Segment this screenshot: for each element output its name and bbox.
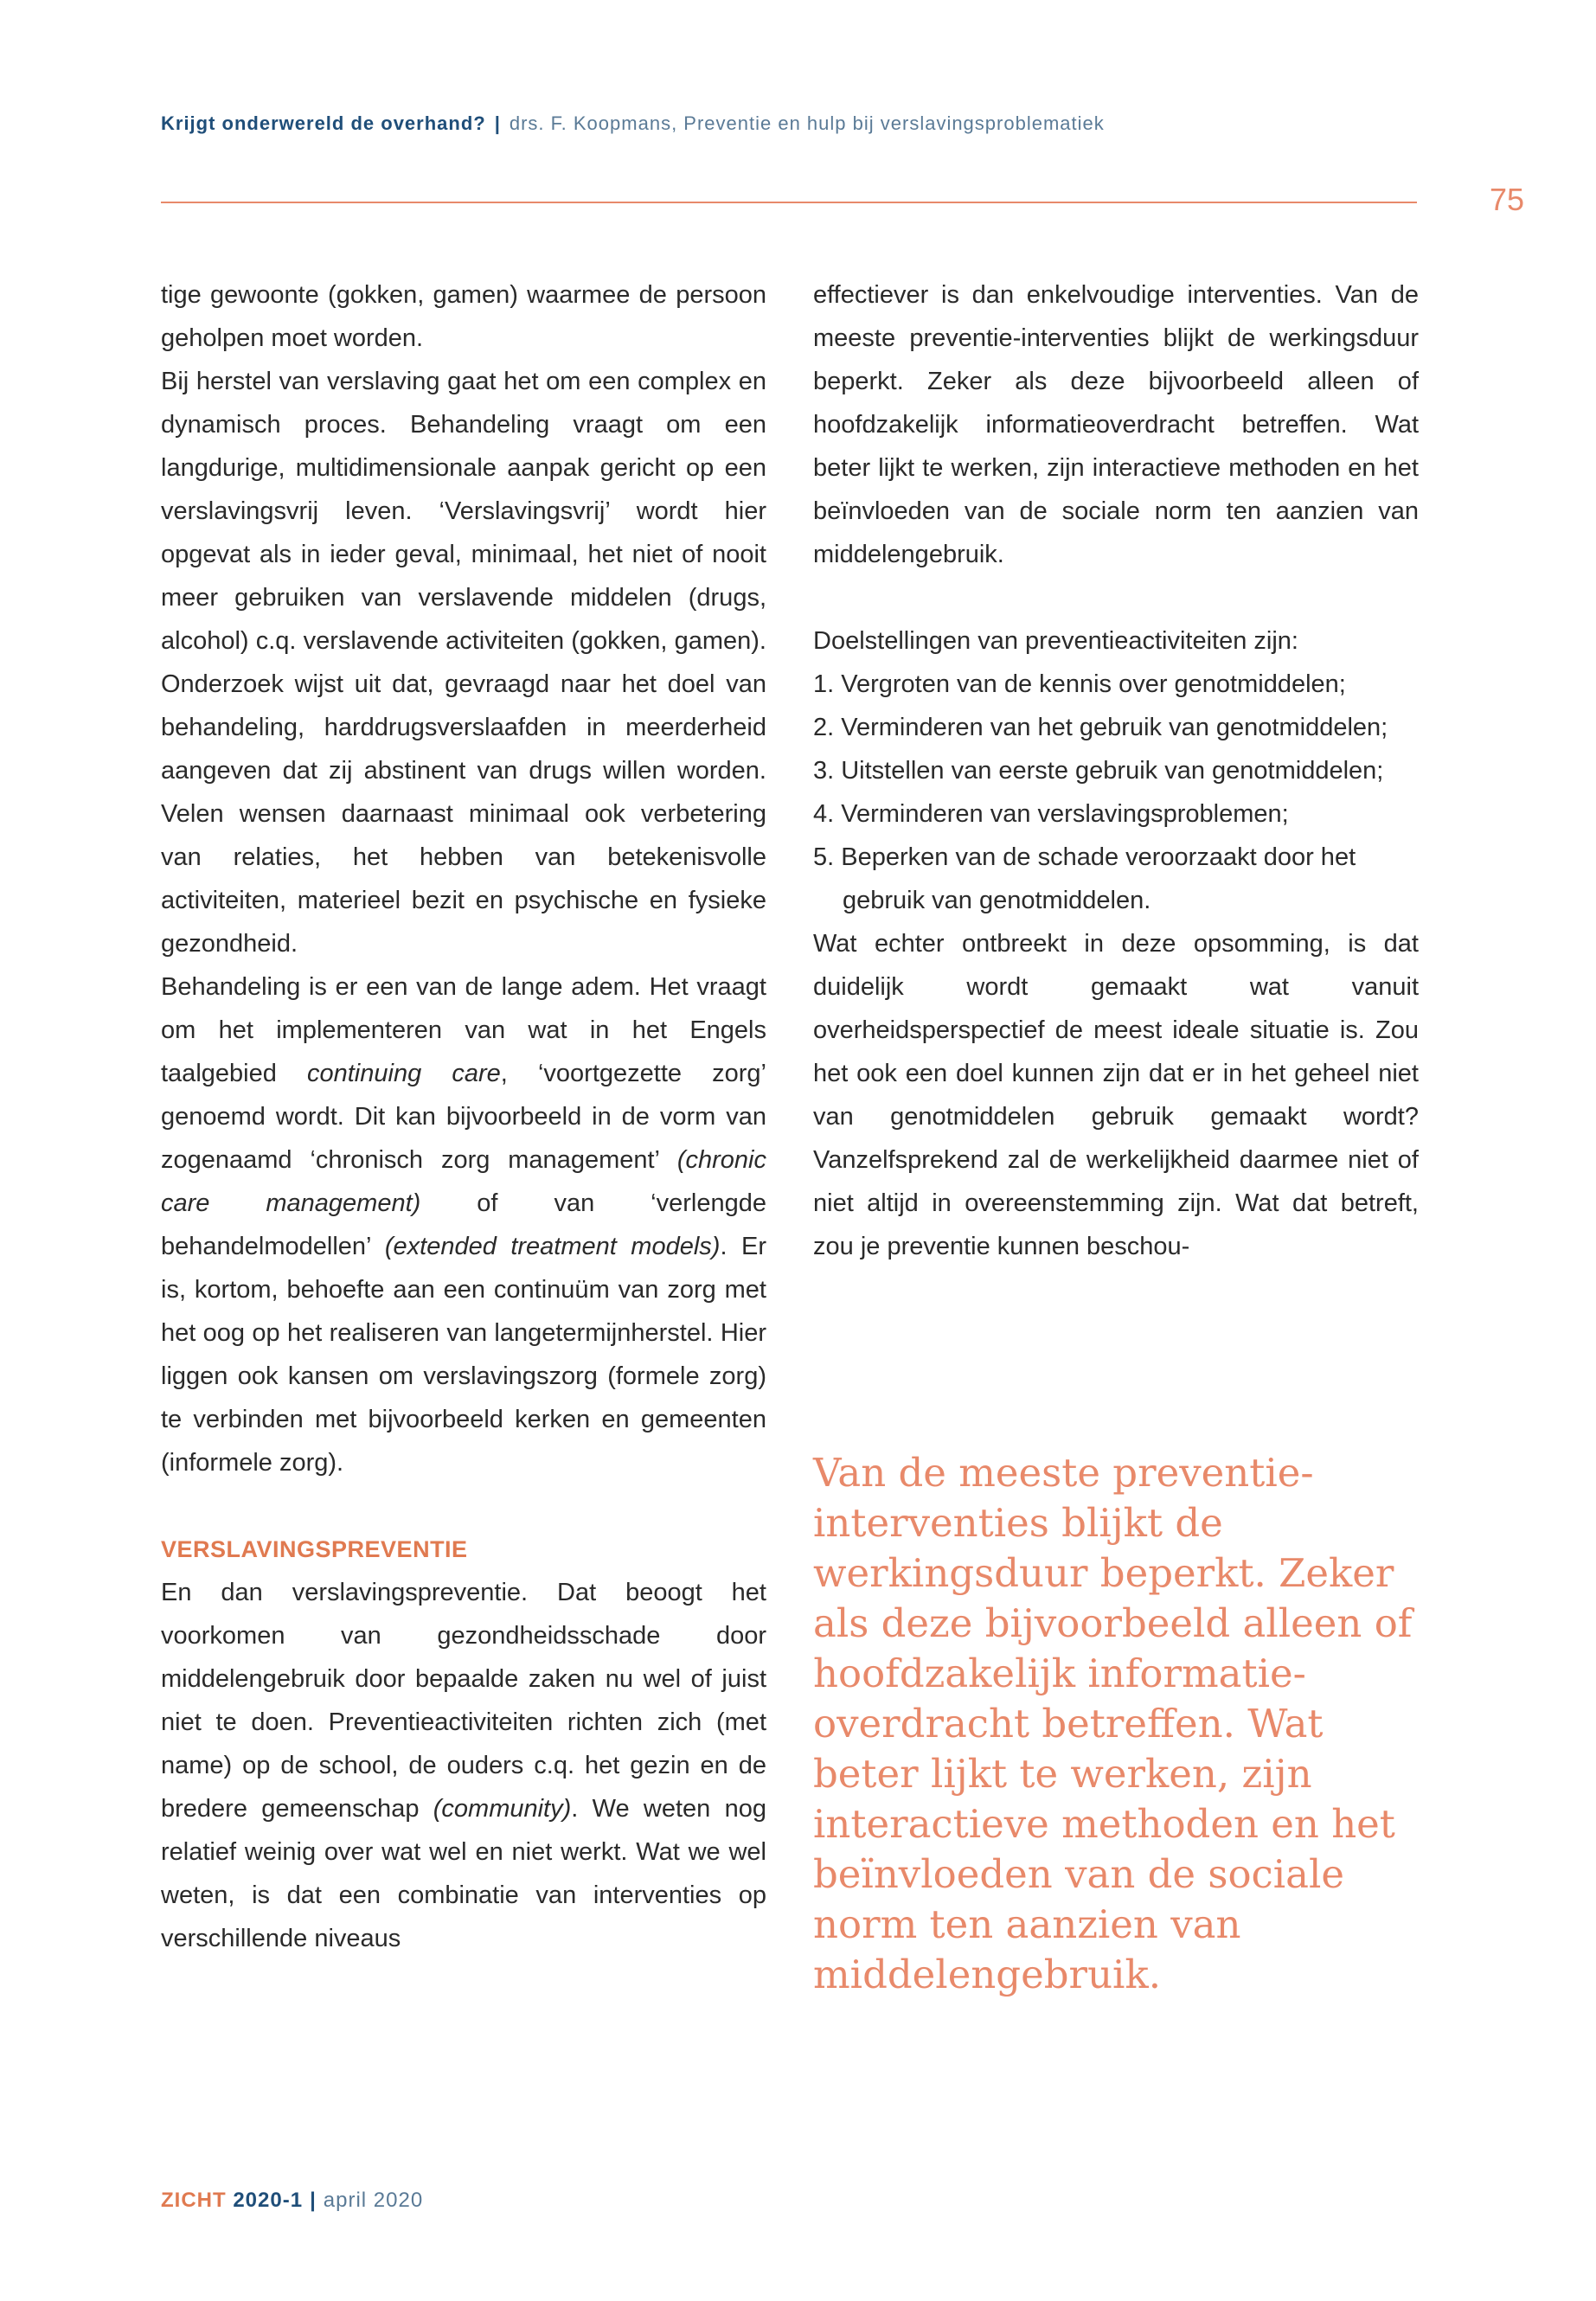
list-item: 5. Beperken van de schade veroorzaakt door het gebruik van genotmiddelen. xyxy=(813,843,1356,914)
italic-term: (extended treatment models) xyxy=(384,1233,721,1260)
list-item: 1. Vergroten van de kennis over genotmiddelen; xyxy=(813,670,1346,698)
paragraph: Wat echter ontbreekt in deze opsomming, is dat duidelijk wordt gemaakt wat vanuit overheidsperspectief de meest ideale situatie is. Zou het ook een doel kunnen zijn dat er in het geheel niet van genotmiddelen gebruik gemaakt wordt? Vanzelfsprekend zal de werkelijkheid daarmee niet of niet altijd in overeenstemming zijn. Wat dat betreft, zou je preventie kunnen beschou- xyxy=(813,930,1419,1260)
list-item: 4. Verminderen van verslavingsproblemen; xyxy=(813,800,1289,828)
paragraph: effectiever is dan enkelvoudige interventies. Van de meeste preventie-interventies blijkt de werkingsduur beperkt. Zeker als deze bijvoorbeeld alleen of hoofdzakelijk informatieoverdracht betreffen. Wat beter lijkt te werken, zijn interactieve methoden en het beïnvloeden van de sociale norm ten aanzien van middelengebruik. xyxy=(813,281,1419,568)
footer-separator: | xyxy=(310,2189,317,2212)
page-number: 75 xyxy=(1490,182,1525,217)
italic-term: (community) xyxy=(433,1795,572,1823)
article-author: drs. F. Koopmans, Preventie en hulp bij verslavingsproblematiek xyxy=(509,112,1105,134)
goals-list xyxy=(813,663,1419,922)
running-header xyxy=(161,112,1415,135)
italic-term: continuing care xyxy=(306,1060,501,1087)
pull-quote: Van de meeste preventie-interventies blijkt de werkingsduur beperkt. Zeker als deze bijvoorbeeld alleen of hoofdzakelijk informatie-overdracht betreffen. Wat beter lijkt te werken, zijn interactieve methoden en het beïnvloeden van de sociale norm ten aanzien van middelengebruik. xyxy=(813,1450,1413,1997)
italic-term: (chronic care management) xyxy=(161,1146,766,1217)
header-separator: | xyxy=(494,112,501,134)
left-column xyxy=(161,273,766,1960)
paragraph: tige gewoonte (gokken, gamen) waarmee de persoon geholpen moet worden. xyxy=(161,281,766,352)
list-intro: Doelstellingen van preventieactiviteiten zijn: xyxy=(813,627,1298,655)
paragraph: En dan verslavingspreventie. Dat beoogt het voorkomen van gezondheidsschade door middelengebruik door bepaalde zaken nu wel of juist niet te doen. Preventieactiviteiten richten zich (met name) op de school, de ouders c.q. het gezin en de bredere gemeenschap (community). We weten nog relatief weinig over wat wel en niet werkt. Wat we wel weten, is dat een combinatie van interventies op verschillende niveaus xyxy=(161,1579,766,1952)
paragraph: Bij herstel van verslaving gaat het om een complex en dynamisch proces. Behandeling vraagt om een langdurige, multidimensionale aanpak gericht op een verslavingsvrij leven. ‘Verslavingsvrij’ wordt hier opgevat als in ieder geval, minimaal, het niet of nooit meer gebruiken van verslavende middelen (drugs, alcohol) c.q. verslavende activiteiten (gokken, gamen). Onderzoek wijst uit dat, gevraagd naar het doel van behandeling, harddrugsverslaafden in meerderheid aangeven dat zij abstinent van drugs willen worden. Velen wensen daarnaast minimaal ook verbetering van relaties, het hebben van betekenisvolle activiteiten, materieel bezit en psychische en fysieke gezondheid. xyxy=(161,368,766,958)
issue-date: april 2020 xyxy=(323,2189,424,2212)
header-rule xyxy=(161,202,1417,203)
list-item: 2. Verminderen van het gebruik van genotmiddelen; xyxy=(813,714,1388,741)
right-column xyxy=(813,273,1419,1268)
section-heading: VERSLAVINGSPREVENTIE xyxy=(161,1536,468,1562)
issue-number: 2020-1 xyxy=(233,2189,304,2212)
magazine-name: ZICHT xyxy=(161,2189,227,2212)
article-title: Krijgt onderwereld de overhand? xyxy=(161,112,486,134)
paragraph: Behandeling is er een van de lange adem. Het vraagt om het implementeren van wat in het Engels taalgebied continuing care, ‘voortgezette zorg’ genoemd wordt. Dit kan bijvoorbeeld in de vorm van zogenaamd ‘chronisch zorg management’ (chronic care management) of van ‘verlengde behandelmodellen’ (extended treatment models). Er is, kortom, behoefte aan een continuüm van zorg met het oog op het realiseren van langetermijnherstel. Hier liggen ook kansen om verslavingszorg (formele zorg) te verbinden met bijvoorbeeld kerken en gemeenten (informele zorg). xyxy=(161,973,766,1477)
list-item: 3. Uitstellen van eerste gebruik van genotmiddelen; xyxy=(813,757,1384,785)
running-footer xyxy=(161,2189,423,2213)
